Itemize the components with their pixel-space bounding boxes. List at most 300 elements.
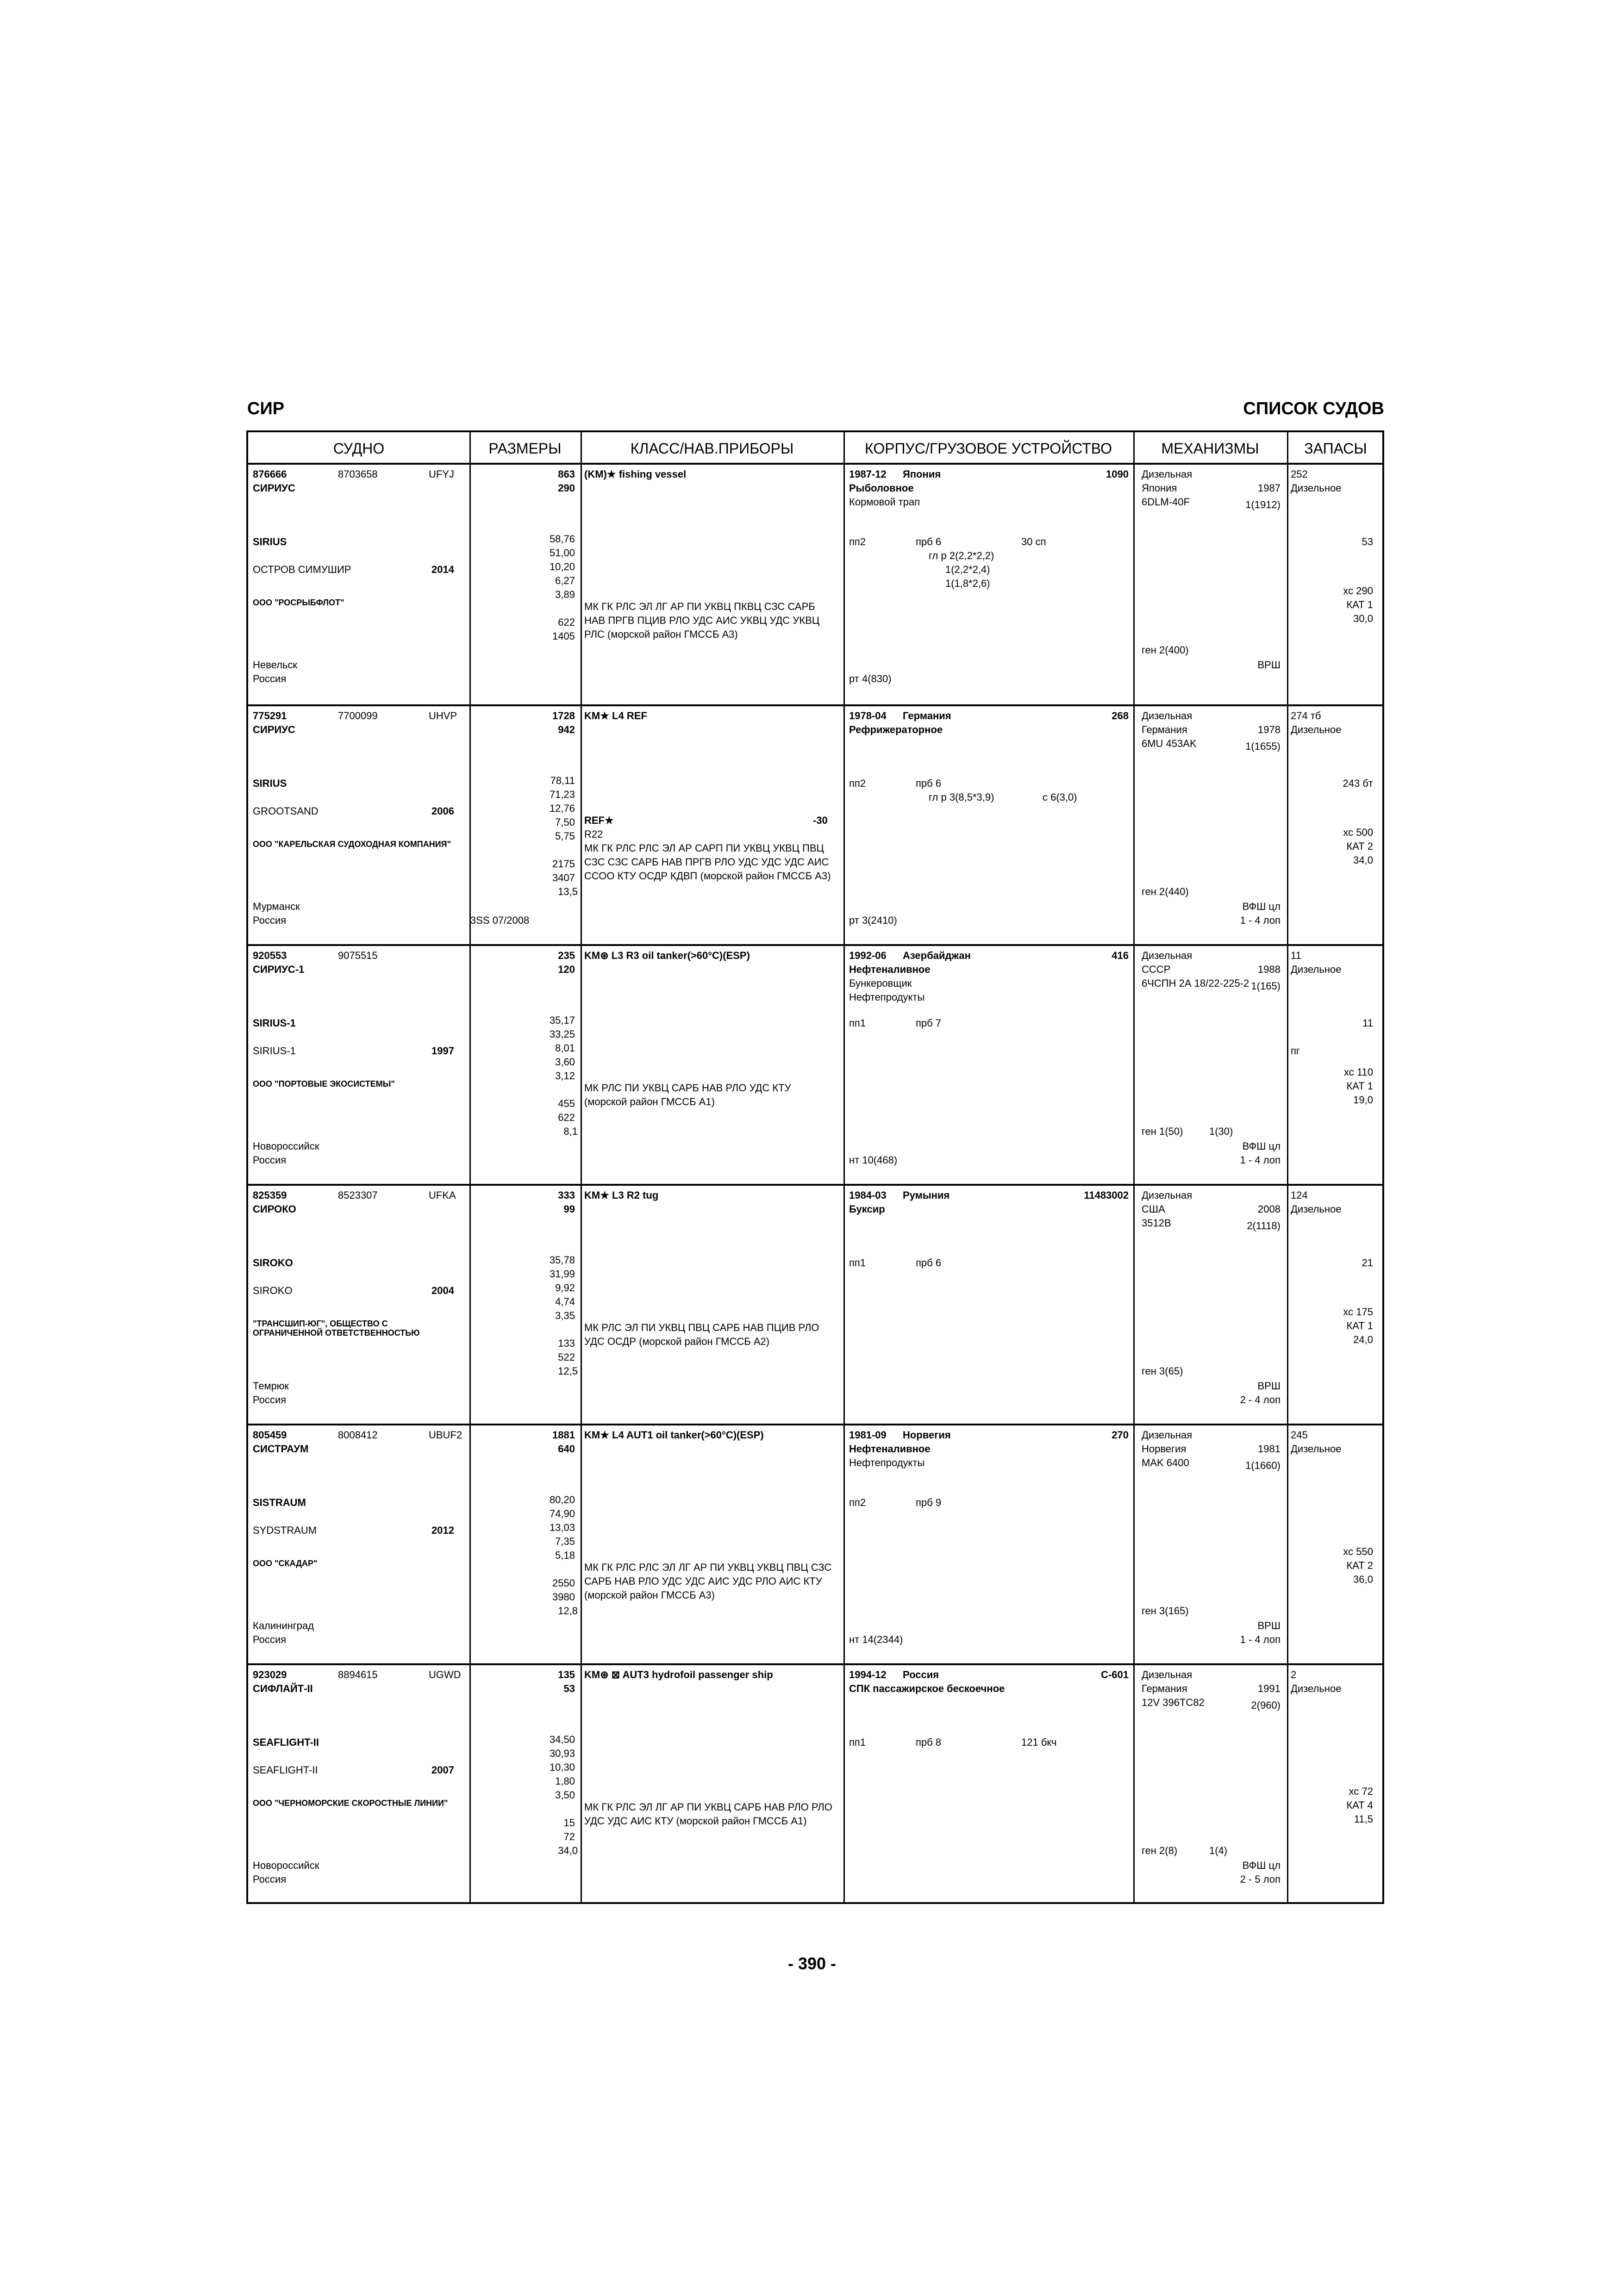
col-divider — [469, 1665, 471, 1904]
ship-record — [248, 1184, 1382, 1424]
engine-country: Германия — [1142, 1683, 1187, 1694]
engine-type: Дизельная — [1142, 1189, 1193, 1201]
reg-number: 920553 — [253, 950, 287, 961]
build-date: 1987-12 — [849, 468, 887, 480]
tank-info: нт 14(2344) — [849, 1634, 903, 1645]
call-sign: UBUF2 — [429, 1429, 462, 1441]
col-divider — [1287, 1186, 1288, 1424]
col-divider — [469, 946, 471, 1184]
col-divider — [1133, 1425, 1135, 1663]
engine-model: 12V 396TC82 — [1142, 1697, 1205, 1708]
ship-type: Рыболовное — [849, 482, 914, 494]
supply-value: 11,5 — [1354, 1813, 1373, 1825]
call-sign: UFYJ — [429, 468, 454, 480]
nav-equipment: МК РЛС ЭЛ ПИ УКВЦ ПВЦ САРБ НАВ ПЦИВ РЛО УДС ОСДР (морской район ГМССБ А2) — [584, 1322, 819, 1347]
capacity-value: 2175 — [552, 858, 575, 870]
supply-fuel-type: Дизельное — [1291, 1203, 1342, 1215]
flag-country: Россия — [253, 1873, 287, 1885]
dimension-value: 9,92 — [555, 1282, 575, 1294]
call-sign: UHVP — [429, 710, 457, 722]
dimension-value: 35,78 — [549, 1254, 575, 1266]
owner: "ТРАНСШИП-ЮГ", ОБЩЕСТВО С ОГРАНИЧЕННОЙ ОТВЕТСТВЕННОСТЬЮ — [253, 1319, 420, 1338]
engine-model: 6ЧСПН 2А 18/22-225-2 — [1142, 977, 1249, 989]
generator: ген 1(50) — [1142, 1126, 1183, 1137]
tank-info: нт 10(468) — [849, 1154, 898, 1166]
engine-type: Дизельная — [1142, 468, 1193, 480]
capacity-note: 30 сп — [1021, 536, 1046, 548]
engine-year: 1988 — [1258, 964, 1280, 975]
class-notation-extra: REF★ — [584, 815, 614, 826]
col-divider — [1133, 1186, 1135, 1424]
propeller-blades: 1 - 4 лоп — [1240, 915, 1280, 926]
col-divider — [581, 1665, 582, 1904]
reg-number: 923029 — [253, 1669, 287, 1680]
propeller-blades: 2 - 4 лоп — [1240, 1394, 1280, 1406]
tank-info: рт 3(2410) — [849, 915, 897, 926]
reg-number: 876666 — [253, 468, 287, 480]
generator: ген 2(400) — [1142, 644, 1189, 656]
hatch-size: гл р 2(2,2*2,2) — [929, 550, 994, 561]
capacity-value: 3980 — [552, 1591, 575, 1603]
supply-note: пг — [1291, 1045, 1300, 1057]
former-name: SIROKO — [253, 1285, 293, 1296]
engine-country: СССР — [1142, 964, 1171, 975]
generator: ген 2(440) — [1142, 886, 1189, 897]
imo-number: 8523307 — [338, 1189, 378, 1201]
capacity-value: 34,0 — [558, 1845, 578, 1856]
reg-number: 805459 — [253, 1429, 287, 1441]
net-tonnage: 640 — [558, 1443, 575, 1455]
class-notation-temp: -30 — [813, 815, 828, 826]
col-divider — [1133, 465, 1135, 704]
engine-country: США — [1142, 1203, 1165, 1215]
col-header-hull: КОРПУС/ГРУЗОВОЕ УСТРОЙСТВО — [843, 432, 1133, 465]
ship-name-latin: SEAFLIGHT-II — [253, 1736, 319, 1748]
engine-model: 6DLM-40F — [1142, 496, 1190, 508]
home-port: Невельск — [253, 659, 297, 671]
ship-name-latin: SIRIUS — [253, 536, 287, 548]
generator-extra: 1(4) — [1209, 1845, 1228, 1856]
net-tonnage: 120 — [558, 964, 575, 975]
deck-count: пп1 — [849, 1736, 866, 1748]
owner: ООО "РОСРЫБФЛОТ" — [253, 598, 344, 607]
former-name: ОСТРОВ СИМУШИР — [253, 564, 351, 575]
ship-type-extra: Нефтепродукты — [849, 991, 925, 1003]
capacity-value: 15 — [563, 1817, 575, 1829]
yard-number: 268 — [1112, 710, 1129, 722]
dimension-value: 10,30 — [549, 1761, 575, 1773]
reg-year: 2007 — [431, 1764, 454, 1776]
owner: ООО "КАРЕЛЬСКАЯ СУДОХОДНАЯ КОМПАНИЯ" — [253, 840, 451, 849]
bulkhead-count: прб 6 — [916, 1257, 942, 1269]
net-tonnage: 942 — [558, 724, 575, 735]
supply-fuel-type: Дизельное — [1291, 724, 1342, 735]
supply-value: 24,0 — [1353, 1334, 1373, 1345]
dimension-value: 33,25 — [549, 1028, 575, 1040]
hatch-size: с 6(3,0) — [1043, 791, 1077, 803]
ship-type-extra: Бункеровщик — [849, 977, 912, 989]
dimension-value: 10,20 — [549, 561, 575, 572]
home-port: Калининград — [253, 1620, 314, 1631]
call-sign: UFKA — [429, 1189, 456, 1201]
dimension-value: 34,50 — [549, 1734, 575, 1745]
gross-tonnage: 235 — [558, 950, 575, 961]
ship-record — [248, 1424, 1382, 1663]
col-header-dimensions: РАЗМЕРЫ — [469, 432, 581, 465]
reg-number: 775291 — [253, 710, 287, 722]
propeller-blades: 1 - 4 лоп — [1240, 1634, 1280, 1645]
hatch-size: гл р 3(8,5*3,9) — [929, 791, 994, 803]
deck-count: пп1 — [849, 1257, 866, 1269]
engine-country: Германия — [1142, 724, 1187, 735]
capacity-value: 13,5 — [558, 886, 578, 897]
bulkhead-count: прб 7 — [916, 1017, 942, 1029]
nav-equipment: МК ГК РЛС ЭЛ ЛГ АР ПИ УКВЦ ПКВЦ СЗС САРБ НАВ ПРГВ ПЦИВ РЛО УДС АИС УКВЦ УДС УКВЦ РЛС (морской район ГМССБ А3) — [584, 601, 820, 640]
propeller: ВРШ — [1257, 659, 1280, 671]
gross-tonnage: 135 — [558, 1669, 575, 1680]
capacity-value: 3407 — [552, 872, 575, 884]
col-divider — [469, 706, 471, 944]
engine-power: 2(1118) — [1247, 1220, 1280, 1232]
net-tonnage: 99 — [563, 1203, 575, 1215]
ship-type: Рефрижераторное — [849, 724, 943, 735]
call-sign: UGWD — [429, 1669, 461, 1680]
ship-type: Нефтеналивное — [849, 1443, 931, 1455]
dimension-value: 3,60 — [555, 1056, 575, 1068]
supply-class: хс 500 — [1343, 827, 1373, 838]
col-divider — [1133, 946, 1135, 1184]
reg-number: 825359 — [253, 1189, 287, 1201]
col-divider — [1133, 432, 1135, 465]
deck-count: пп1 — [849, 1017, 866, 1029]
imo-number: 9075515 — [338, 950, 378, 961]
col-divider — [469, 465, 471, 704]
col-divider — [843, 432, 845, 465]
propeller-blades: 2 - 5 лоп — [1240, 1873, 1280, 1885]
ship-name-latin: SIRIUS — [253, 778, 287, 789]
ship-type-extra: Нефтепродукты — [849, 1457, 925, 1468]
yard-number: С-601 — [1101, 1669, 1129, 1680]
dimension-value: 8,01 — [555, 1042, 575, 1054]
capacity-value: 622 — [558, 1112, 575, 1123]
class-notation: KM★ L3 R2 tug — [584, 1189, 659, 1201]
build-date: 1984-03 — [849, 1189, 887, 1201]
former-name: SYDSTRAUM — [253, 1524, 317, 1536]
col-divider — [843, 706, 845, 944]
col-divider — [1287, 432, 1288, 465]
ship-record — [248, 1663, 1382, 1904]
supply-value: 30,0 — [1353, 613, 1373, 624]
col-divider — [581, 465, 582, 704]
dimension-value: 3,12 — [555, 1070, 575, 1082]
propeller: ВФШ цл — [1242, 901, 1280, 912]
supply-fuel-type: Дизельное — [1291, 482, 1342, 494]
supply-category: КАТ 2 — [1346, 1560, 1373, 1571]
imo-number: 8894615 — [338, 1669, 378, 1680]
propeller-blades: 1 - 4 лоп — [1240, 1154, 1280, 1166]
flag-country: Россия — [253, 1634, 287, 1645]
build-country: Румыния — [903, 1189, 950, 1201]
net-tonnage: 290 — [558, 482, 575, 494]
reg-year: 2014 — [431, 564, 454, 575]
ship-record — [248, 704, 1382, 944]
home-port: Темрюк — [253, 1380, 289, 1392]
dimension-value: 3,89 — [555, 589, 575, 600]
imo-number: 8703658 — [338, 468, 378, 480]
supply-fuel-type: Дизельное — [1291, 964, 1342, 975]
owner: ООО "ПОРТОВЫЕ ЭКОСИСТЕМЫ" — [253, 1079, 395, 1089]
supply-class: хс 290 — [1343, 585, 1373, 597]
col-divider — [469, 432, 471, 465]
dimension-value: 3,50 — [555, 1789, 575, 1801]
survey-note: 3SS 07/2008 — [470, 915, 530, 926]
build-date: 1978-04 — [849, 710, 887, 722]
ship-name-latin: SIROKO — [253, 1257, 293, 1269]
capacity-value: 455 — [558, 1098, 575, 1109]
dimension-value: 31,99 — [549, 1268, 575, 1280]
capacity-value: 2550 — [552, 1577, 575, 1589]
imo-number: 8008412 — [338, 1429, 378, 1441]
generator: ген 3(65) — [1142, 1365, 1183, 1377]
propeller: ВФШ цл — [1242, 1140, 1280, 1152]
col-divider — [581, 946, 582, 1184]
capacity-value: 12,5 — [558, 1365, 578, 1377]
ship-name: СИСТРАУМ — [253, 1443, 309, 1455]
dimension-value: 1,80 — [555, 1775, 575, 1787]
capacity-note: 121 бкч — [1021, 1736, 1057, 1748]
col-divider — [581, 706, 582, 944]
col-divider — [581, 1425, 582, 1663]
class-notation: (KM)★ fishing vessel — [584, 468, 687, 480]
supply-fuel-amount: 2 — [1291, 1669, 1297, 1680]
col-divider — [1287, 465, 1288, 704]
supply-category: КАТ 1 — [1346, 599, 1373, 610]
col-divider — [843, 1186, 845, 1424]
capacity-value: 72 — [563, 1831, 575, 1842]
nav-equipment: МК ГК РЛС ЭЛ ЛГ АР ПИ УКВЦ САРБ НАВ РЛО РЛО УДС УДС АИС КТУ (морской район ГМССБ А1) — [584, 1801, 832, 1827]
running-header-left: СИР — [247, 399, 285, 418]
dimension-value: 71,23 — [549, 789, 575, 800]
ship-table — [246, 430, 1384, 1904]
dimension-value: 78,11 — [550, 775, 575, 786]
engine-power: 1(165) — [1251, 980, 1280, 992]
nav-equipment: МК ГК РЛС РЛС ЭЛ ЛГ АР ПИ УКВЦ УКВЦ ПВЦ СЗС САРБ НАВ РЛО УДС УДС АИС УДС РЛО АИС КТУ (морской район ГМССБ А3) — [584, 1562, 832, 1601]
generator-extra: 1(30) — [1209, 1126, 1233, 1137]
dimension-value: 12,76 — [549, 803, 575, 814]
flag-country: Россия — [253, 1154, 287, 1166]
col-header-class: КЛАСС/НАВ.ПРИБОРЫ — [581, 432, 843, 465]
yard-number: 416 — [1112, 950, 1129, 961]
build-country: Япония — [903, 468, 941, 480]
propeller: ВРШ — [1257, 1620, 1280, 1631]
supply-amount: 21 — [1362, 1257, 1373, 1269]
engine-type: Дизельная — [1142, 710, 1193, 722]
nav-equipment: МК РЛС ПИ УКВЦ САРБ НАВ РЛО УДС КТУ (морской район ГМССБ А1) — [584, 1082, 791, 1108]
supply-value: 34,0 — [1353, 854, 1373, 866]
gross-tonnage: 1728 — [552, 710, 575, 722]
supply-fuel-type: Дизельное — [1291, 1443, 1342, 1455]
capacity-value: 522 — [558, 1351, 575, 1363]
engine-power: 1(1660) — [1245, 1460, 1280, 1471]
col-divider — [1287, 1665, 1288, 1904]
supply-category: КАТ 4 — [1346, 1799, 1373, 1811]
col-divider — [581, 432, 582, 465]
engine-country: Норвегия — [1142, 1443, 1187, 1455]
build-date: 1981-09 — [849, 1429, 887, 1441]
class-notation: KM★ L4 AUT1 oil tanker(>60°C)(ESP) — [584, 1429, 764, 1441]
engine-country: Япония — [1142, 482, 1177, 494]
dimension-value: 6,27 — [555, 575, 575, 586]
home-port: Мурманск — [253, 901, 300, 912]
page-number: - 390 - — [787, 1954, 837, 1973]
gross-tonnage: 863 — [558, 468, 575, 480]
generator: ген 3(165) — [1142, 1605, 1189, 1617]
net-tonnage: 53 — [563, 1683, 575, 1694]
propeller: ВРШ — [1257, 1380, 1280, 1392]
col-divider — [1133, 1665, 1135, 1904]
former-name: SEAFLIGHT-II — [253, 1764, 318, 1776]
engine-type: Дизельная — [1142, 950, 1193, 961]
engine-year: 1987 — [1258, 482, 1280, 494]
yard-number: 1090 — [1106, 468, 1129, 480]
dimension-value: 5,75 — [555, 830, 575, 842]
ship-name-latin: SISTRAUM — [253, 1497, 306, 1508]
ship-name: СИРИУС — [253, 724, 295, 735]
ship-name: СИФЛАЙТ-II — [253, 1683, 313, 1694]
ship-type: Нефтеналивное — [849, 964, 931, 975]
supply-amount: 53 — [1362, 536, 1373, 548]
build-country: Германия — [903, 710, 951, 722]
supply-fuel-amount: 252 — [1291, 468, 1308, 480]
engine-power: 1(1655) — [1245, 740, 1280, 752]
ship-type: СПК пассажирское бескоечное — [849, 1683, 1005, 1694]
capacity-value: 622 — [558, 616, 575, 628]
dimension-value: 74,90 — [549, 1508, 575, 1519]
engine-model: 6MU 453AK — [1142, 738, 1197, 749]
yard-number: 270 — [1112, 1429, 1129, 1441]
flag-country: Россия — [253, 915, 287, 926]
class-notation: KM★ L4 REF — [584, 710, 647, 722]
engine-type: Дизельная — [1142, 1429, 1193, 1441]
supply-fuel-amount: 274 тб — [1291, 710, 1321, 722]
ship-type-extra: Кормовой трап — [849, 496, 920, 508]
engine-model: MAK 6400 — [1142, 1457, 1189, 1468]
ship-record — [248, 465, 1382, 704]
ship-record — [248, 944, 1382, 1184]
capacity-value: 8,1 — [563, 1126, 578, 1137]
ship-name: СИРИУС — [253, 482, 295, 494]
dimension-value: 7,50 — [555, 816, 575, 828]
build-country: Норвегия — [903, 1429, 951, 1441]
supply-amount: 243 бт — [1343, 778, 1373, 789]
capacity-value: 12,8 — [558, 1605, 578, 1617]
col-header-engines: МЕХАНИЗМЫ — [1133, 432, 1287, 465]
dimension-value: 7,35 — [555, 1536, 575, 1547]
build-country: Азербайджан — [903, 950, 971, 961]
supply-class: хс 72 — [1349, 1786, 1373, 1797]
dimension-value: 5,18 — [555, 1549, 575, 1561]
col-divider — [469, 1425, 471, 1663]
supply-fuel-amount: 245 — [1291, 1429, 1308, 1441]
col-divider — [1133, 706, 1135, 944]
ship-name-latin: SIRIUS-1 — [253, 1017, 296, 1029]
deck-count: пп2 — [849, 536, 866, 548]
supply-fuel-type: Дизельное — [1291, 1683, 1342, 1694]
supply-amount: 11 — [1362, 1017, 1373, 1029]
refrigerant: R22 — [584, 828, 603, 840]
supply-value: 36,0 — [1353, 1574, 1373, 1585]
dimension-value: 51,00 — [549, 547, 575, 559]
supply-fuel-amount: 124 — [1291, 1189, 1308, 1201]
ship-type: Буксир — [849, 1203, 885, 1215]
build-country: Россия — [903, 1669, 939, 1680]
supply-category: КАТ 1 — [1346, 1080, 1373, 1092]
supply-class: хс 175 — [1343, 1306, 1373, 1318]
dimension-value: 3,35 — [555, 1310, 575, 1321]
imo-number: 7700099 — [338, 710, 378, 722]
gross-tonnage: 1881 — [552, 1429, 575, 1441]
propeller: ВФШ цл — [1242, 1860, 1280, 1871]
reg-year: 2004 — [431, 1285, 454, 1296]
ship-name: СИРОКО — [253, 1203, 296, 1215]
former-name: SIRIUS-1 — [253, 1045, 296, 1057]
engine-year: 1991 — [1258, 1683, 1280, 1694]
build-date: 1992-06 — [849, 950, 887, 961]
reg-year: 2006 — [431, 805, 454, 817]
bulkhead-count: прб 8 — [916, 1736, 942, 1748]
capacity-value: 1405 — [552, 630, 575, 642]
supply-fuel-amount: 11 — [1291, 950, 1301, 961]
owner: ООО "ЧЕРНОМОРСКИЕ СКОРОСТНЫЕ ЛИНИИ" — [253, 1798, 448, 1808]
flag-country: Россия — [253, 673, 287, 684]
col-divider — [843, 465, 845, 704]
running-header-right: СПИСОК СУДОВ — [1243, 399, 1384, 418]
engine-year: 2008 — [1258, 1203, 1280, 1215]
supply-value: 19,0 — [1353, 1094, 1373, 1106]
supply-category: КАТ 2 — [1346, 840, 1373, 852]
col-divider — [843, 1665, 845, 1904]
col-divider — [469, 1186, 471, 1424]
col-header-supplies: ЗАПАСЫ — [1287, 432, 1384, 465]
engine-year: 1981 — [1258, 1443, 1280, 1455]
ship-name: СИРИУС-1 — [253, 964, 305, 975]
supply-class: хс 110 — [1344, 1066, 1373, 1078]
col-divider — [843, 1425, 845, 1663]
capacity-value: 133 — [558, 1338, 575, 1349]
col-divider — [1287, 706, 1288, 944]
engine-type: Дизельная — [1142, 1669, 1193, 1680]
gross-tonnage: 333 — [558, 1189, 575, 1201]
reg-year: 1997 — [431, 1045, 454, 1057]
yard-number: 11483002 — [1084, 1189, 1129, 1201]
nav-equipment: МК ГК РЛС РЛС ЭЛ АР САРП ПИ УКВЦ УКВЦ ПВЦ СЗС СЗС САРБ НАВ ПРГВ РЛО УДС УДС УДС АИС ССОО КТУ ОСДР КДВП (морской район ГМССБ А3) — [584, 842, 831, 882]
home-port: Новороссийск — [253, 1140, 319, 1152]
class-notation: KM⊛ ⊠ AUT3 hydrofoil passenger ship — [584, 1669, 773, 1680]
deck-count: пп2 — [849, 778, 866, 789]
supply-category: КАТ 1 — [1346, 1320, 1373, 1332]
dimension-value: 30,93 — [549, 1748, 575, 1759]
col-divider — [1287, 1425, 1288, 1663]
col-header-ship: СУДНО — [248, 432, 469, 465]
home-port: Новороссийск — [253, 1860, 319, 1871]
bulkhead-count: прб 9 — [916, 1497, 942, 1508]
owner: ООО "СКАДАР" — [253, 1559, 318, 1568]
hatch-size: 1(2,2*2,4) — [945, 564, 990, 575]
build-date: 1994-12 — [849, 1669, 887, 1680]
bulkhead-count: прб 6 — [916, 536, 942, 548]
engine-model: 3512B — [1142, 1217, 1171, 1229]
bulkhead-count: прб 6 — [916, 778, 942, 789]
